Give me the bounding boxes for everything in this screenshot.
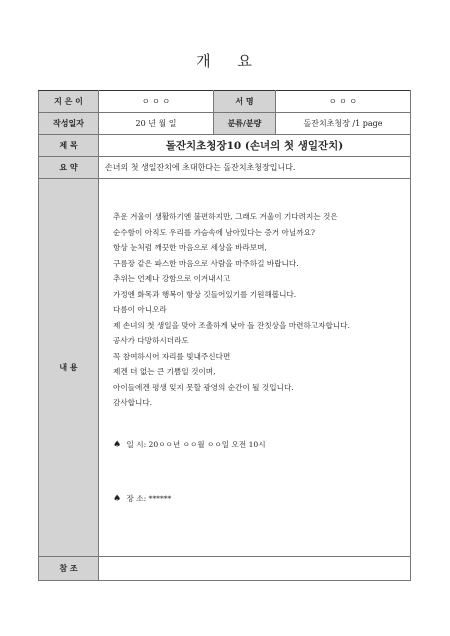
invitation-text xyxy=(113,209,396,411)
reference-value xyxy=(99,557,411,581)
spade-icon: ♠ xyxy=(113,439,122,450)
content-line: 항상 눈처럼 깨끗한 마음으로 세상을 바라보며, xyxy=(113,243,267,252)
subject-value: 돌잔치초청장10 (손녀의 첫 생일잔치) xyxy=(99,135,411,157)
content-line: 추운 겨울이 생활하기엔 불편하지만, 그래도 겨울이 기다려지는 것은 xyxy=(113,212,338,221)
content-line: 꼭 참여하시어 자리를 빛내주신다면 xyxy=(113,351,231,361)
overview-form xyxy=(38,90,411,581)
content-body xyxy=(99,179,411,557)
category-value: 돌잔치초청장 /1 page xyxy=(276,113,411,135)
content-line: 공사가 다망하시더라도 xyxy=(113,336,189,345)
content-line: 순수함이 아직도 우리를 가슴속에 남아있다는 증거 아닐까요? xyxy=(113,227,315,237)
content-line: 다름이 아니오라 xyxy=(113,305,167,314)
date-label: 작성일자 xyxy=(39,113,99,135)
content-line: 제겐 더 없는 큰 기쁨일 것이며, xyxy=(113,367,216,376)
signature-label: 서 명 xyxy=(214,91,276,113)
content-line: 가정엔 화목과 행복이 항상 깃들어있기를 기원해봅니다. xyxy=(113,289,297,299)
category-label: 분류/분량 xyxy=(214,113,276,135)
author-value: ㅇ ㅇ ㅇ xyxy=(99,91,214,113)
content-line: 구름장 같은 파스한 마음으로 사람을 마주하길 바랍니다. xyxy=(113,258,299,268)
document-title: 개 요 xyxy=(196,52,254,70)
event-place-text: 장 소: ****** xyxy=(126,494,172,503)
content-line: 추위는 언제나 강함으로 이겨내시고 xyxy=(113,274,231,283)
event-place xyxy=(113,491,396,508)
reference-label: 참 조 xyxy=(39,557,99,581)
content-line: 제 손녀의 첫 생일을 맞아 조촐하게 낮아 돌 잔칫상을 마련하고자합니다. xyxy=(113,320,350,330)
event-datetime-text: 일 시: 20ㅇㅇ년 ㅇㅇ월 ㅇㅇ일 오전 10시 xyxy=(126,439,266,449)
content-line: 아이들에겐 평생 잊지 못할 광영의 순간이 될 것입니다. xyxy=(113,382,294,392)
event-datetime xyxy=(113,437,396,454)
content-line: 감사합니다. xyxy=(113,398,153,407)
content-label: 내 용 xyxy=(39,179,99,557)
date-value: 20 년 월 일 xyxy=(99,113,214,135)
summary-label: 요 약 xyxy=(39,157,99,179)
summary-value: 손녀의 첫 생일잔치에 초대한다는 돌잔치초청장입니다. xyxy=(99,157,411,179)
author-label: 지 은 이 xyxy=(39,91,99,113)
subject-label: 제 목 xyxy=(39,135,99,157)
spade-icon: ♠ xyxy=(113,494,122,504)
signature-value: ㅇ ㅇ ㅇ xyxy=(276,91,411,113)
